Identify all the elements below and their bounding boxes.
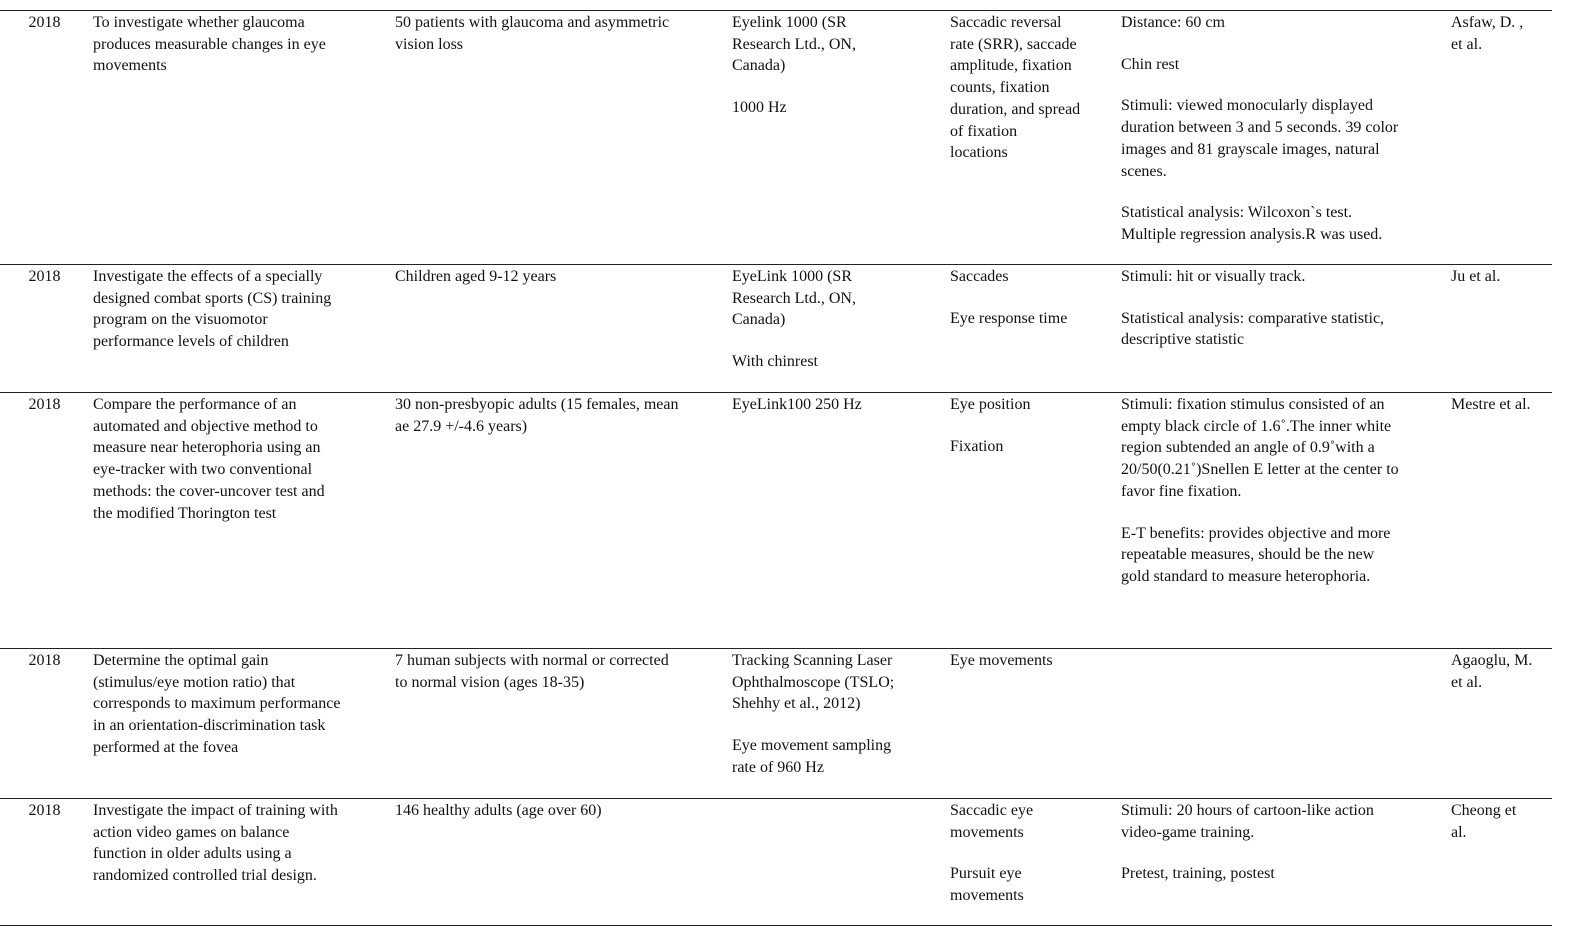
- text-line: Saccades: [950, 268, 1009, 285]
- text-line: movements: [950, 887, 1024, 905]
- measures-cell: [946, 393, 1117, 649]
- text-line: EyeLink 1000 (SR: [732, 268, 852, 285]
- text-line: Investigate the impact of training with: [93, 802, 338, 819]
- authors-cell: [1447, 11, 1552, 265]
- text-line: rate (SRR), saccade: [950, 35, 1077, 53]
- text-line: Eye movements: [950, 652, 1053, 669]
- text-line: EyeLink100 250 Hz: [732, 396, 862, 413]
- authors-cell: [1447, 799, 1552, 926]
- cell-paragraph: [732, 97, 942, 119]
- text-line: Statistical analysis: Wilcoxon`s test.: [1121, 204, 1353, 222]
- text-line: repeatable measures, should be the new: [1121, 546, 1375, 564]
- text-line: produces measurable changes in eye: [93, 35, 326, 53]
- cell-paragraph: [1121, 266, 1443, 288]
- text-line: descriptive statistic: [1121, 331, 1245, 349]
- text-line: Multiple regression analysis.R was used.: [1121, 225, 1383, 243]
- paragraph-gap: [732, 331, 942, 351]
- text-line: Saccadic eye: [950, 802, 1034, 819]
- text-line: Ju et al.: [1451, 268, 1501, 285]
- text-line: Compare the performance of an: [93, 396, 297, 413]
- text-line: designed combat sports (CS) training: [93, 289, 332, 307]
- text-line: (stimulus/eye motion ratio) that: [93, 673, 296, 691]
- participants-cell: [391, 265, 728, 393]
- paragraph-gap: [1121, 182, 1443, 202]
- paragraph-gap: [950, 288, 1113, 308]
- text-line: ae 27.9 +/-4.6 years): [395, 417, 528, 435]
- paragraph-gap: [1121, 75, 1443, 95]
- cell-paragraph: [950, 394, 1113, 416]
- cell-paragraph: [732, 351, 942, 373]
- text-line: Eyelink 1000 (SR: [732, 14, 847, 31]
- text-line: performed at the fovea: [93, 738, 239, 756]
- cell-paragraph: [1121, 394, 1443, 503]
- text-line: Children aged 9-12 years: [395, 268, 557, 285]
- table-row: [0, 649, 1552, 799]
- text-line: methods: the cover-uncover test and: [93, 482, 325, 500]
- authors-cell: [1447, 393, 1552, 649]
- cell-paragraph: [1121, 54, 1443, 76]
- text-line: Research Ltd., ON,: [732, 35, 856, 53]
- text-line: Shehhy et al., 2012): [732, 695, 861, 713]
- text-line: empty black circle of 1.6˚.The inner white: [1121, 417, 1392, 435]
- text-line: amplitude, fixation: [950, 57, 1072, 75]
- cell-paragraph: [950, 436, 1113, 458]
- details-cell: [1117, 799, 1447, 926]
- text-line: gold standard to measure heterophoria.: [1121, 567, 1371, 585]
- text-line: et al.: [1451, 673, 1483, 691]
- text-line: Cheong et: [1451, 802, 1517, 819]
- text-line: movements: [950, 823, 1024, 841]
- text-line: automated and objective method to: [93, 417, 318, 435]
- text-line: et al.: [1451, 35, 1483, 53]
- year-cell: 2018: [28, 802, 61, 819]
- text-line: Eye movement sampling: [732, 737, 892, 755]
- participants-cell: [391, 649, 728, 799]
- text-line: Tracking Scanning Laser: [732, 652, 893, 669]
- objective-cell: [89, 265, 391, 393]
- cell-paragraph: [732, 266, 942, 331]
- text-line: Ophthalmoscope (TSLO;: [732, 673, 895, 691]
- device-cell: [728, 649, 946, 799]
- paragraph-gap: [732, 77, 942, 97]
- text-line: Eye position: [950, 396, 1031, 413]
- objective-cell: [89, 649, 391, 799]
- table-row: [0, 393, 1552, 649]
- table-row: [0, 265, 1552, 393]
- text-line: corresponds to maximum performance: [93, 695, 341, 713]
- studies-table: [0, 10, 1552, 926]
- text-line: To investigate whether glaucoma: [93, 14, 305, 31]
- text-line: performance levels of children: [93, 333, 289, 351]
- details-cell: [1117, 11, 1447, 265]
- text-line: Fixation: [950, 437, 1004, 455]
- text-line: Asfaw, D. ,: [1451, 14, 1524, 31]
- text-line: Chin rest: [1121, 55, 1180, 73]
- text-line: Canada): [732, 57, 786, 75]
- paragraph-gap: [950, 416, 1113, 436]
- cell-paragraph: [1121, 308, 1443, 351]
- paragraph-gap: [1121, 34, 1443, 54]
- participants-cell: [391, 393, 728, 649]
- cell-paragraph: [950, 863, 1113, 906]
- table-row: [0, 11, 1552, 265]
- text-line: randomized controlled trial design.: [93, 867, 317, 885]
- text-line: 1000 Hz: [732, 99, 787, 117]
- text-line: 50 patients with glaucoma and asymmetric: [395, 14, 670, 31]
- cell-paragraph: [1121, 800, 1443, 843]
- text-line: eye-tracker with two conventional: [93, 461, 313, 479]
- text-line: scenes.: [1121, 162, 1167, 180]
- cell-paragraph: [732, 735, 942, 778]
- cell-paragraph: [1121, 523, 1443, 588]
- text-line: E-T benefits: provides objective and more: [1121, 524, 1391, 542]
- text-line: movements: [93, 57, 167, 75]
- text-line: al.: [1451, 823, 1467, 841]
- text-line: 146 healthy adults (age over 60): [395, 802, 602, 819]
- text-line: Determine the optimal gain: [93, 652, 269, 669]
- objective-cell: [89, 799, 391, 926]
- year-cell: 2018: [28, 14, 61, 31]
- text-line: Saccadic reversal: [950, 14, 1062, 31]
- cell-paragraph: [1121, 863, 1443, 885]
- text-line: 30 non-presbyopic adults (15 females, mean: [395, 396, 679, 413]
- text-line: Statistical analysis: comparative statistic,: [1121, 309, 1385, 327]
- device-cell: [728, 11, 946, 265]
- year-cell: 2018: [28, 268, 61, 285]
- objective-cell: [89, 11, 391, 265]
- cell-paragraph: [950, 650, 1113, 672]
- cell-paragraph: [732, 12, 942, 77]
- measures-cell: [946, 799, 1117, 926]
- text-line: function in older adults using a: [93, 845, 292, 863]
- text-line: With chinrest: [732, 353, 818, 371]
- table-row: [0, 799, 1552, 926]
- text-line: duration between 3 and 5 seconds. 39 color: [1121, 119, 1399, 137]
- year-cell: 2018: [28, 396, 61, 413]
- authors-cell: [1447, 265, 1552, 393]
- text-line: program on the visuomotor: [93, 311, 268, 329]
- cell-paragraph: [732, 650, 942, 715]
- device-cell: [728, 799, 946, 926]
- authors-cell: [1447, 649, 1552, 799]
- cell-paragraph: [950, 12, 1113, 164]
- text-line: Eye response time: [950, 309, 1068, 327]
- cell-paragraph: [1121, 12, 1443, 34]
- text-line: measure near heterophoria using an: [93, 439, 321, 457]
- text-line: region subtended an angle of 0.9˚with a: [1121, 439, 1375, 457]
- participants-cell: [391, 11, 728, 265]
- text-line: of fixation: [950, 122, 1018, 140]
- text-line: images and 81 grayscale images, natural: [1121, 140, 1380, 158]
- text-line: Stimuli: hit or visually track.: [1121, 268, 1306, 285]
- text-line: vision loss: [395, 35, 464, 53]
- cell-paragraph: [950, 800, 1113, 843]
- text-line: Pretest, training, postest: [1121, 865, 1275, 883]
- text-line: Stimuli: viewed monocularly displayed: [1121, 97, 1373, 115]
- text-line: video-game training.: [1121, 823, 1255, 841]
- paragraph-gap: [732, 715, 942, 735]
- measures-cell: [946, 11, 1117, 265]
- paragraph-gap: [1121, 843, 1443, 863]
- text-line: Pursuit eye: [950, 865, 1022, 883]
- details-cell: [1117, 265, 1447, 393]
- text-line: Canada): [732, 311, 786, 329]
- details-cell: [1117, 393, 1447, 649]
- device-cell: [728, 265, 946, 393]
- text-line: Mestre et al.: [1451, 396, 1531, 413]
- cell-paragraph: [1121, 95, 1443, 182]
- text-line: Investigate the effects of a specially: [93, 268, 323, 285]
- cell-paragraph: [732, 394, 942, 416]
- cell-paragraph: [950, 308, 1113, 330]
- text-line: Stimuli: 20 hours of cartoon-like action: [1121, 802, 1374, 819]
- objective-cell: [89, 393, 391, 649]
- text-line: 7 human subjects with normal or corrected: [395, 652, 669, 669]
- text-line: Agaoglu, M.: [1451, 652, 1533, 669]
- measures-cell: [946, 265, 1117, 393]
- cell-paragraph: [950, 266, 1113, 288]
- year-cell: 2018: [28, 652, 61, 669]
- text-line: Distance: 60 cm: [1121, 14, 1225, 31]
- measures-cell: [946, 649, 1117, 799]
- text-line: Research Ltd., ON,: [732, 289, 856, 307]
- paragraph-gap: [950, 843, 1113, 863]
- text-line: 20/50(0.21˚)Snellen E letter at the center to: [1121, 461, 1399, 479]
- text-line: favor fine fixation.: [1121, 482, 1242, 500]
- text-line: Stimuli: fixation stimulus consisted of an: [1121, 396, 1385, 413]
- text-line: the modified Thorington test: [93, 504, 277, 522]
- text-line: locations: [950, 144, 1008, 162]
- paragraph-gap: [1121, 503, 1443, 523]
- device-cell: [728, 393, 946, 649]
- paragraph-gap: [1121, 288, 1443, 308]
- text-line: to normal vision (ages 18-35): [395, 673, 585, 691]
- studies-table-body: [0, 11, 1552, 926]
- text-line: rate of 960 Hz: [732, 758, 824, 776]
- text-line: in an orientation-discrimination task: [93, 717, 326, 735]
- text-line: action video games on balance: [93, 823, 290, 841]
- participants-cell: [391, 799, 728, 926]
- text-line: counts, fixation: [950, 79, 1050, 97]
- details-cell: [1117, 649, 1447, 799]
- text-line: duration, and spread: [950, 100, 1081, 118]
- cell-paragraph: [1121, 202, 1443, 245]
